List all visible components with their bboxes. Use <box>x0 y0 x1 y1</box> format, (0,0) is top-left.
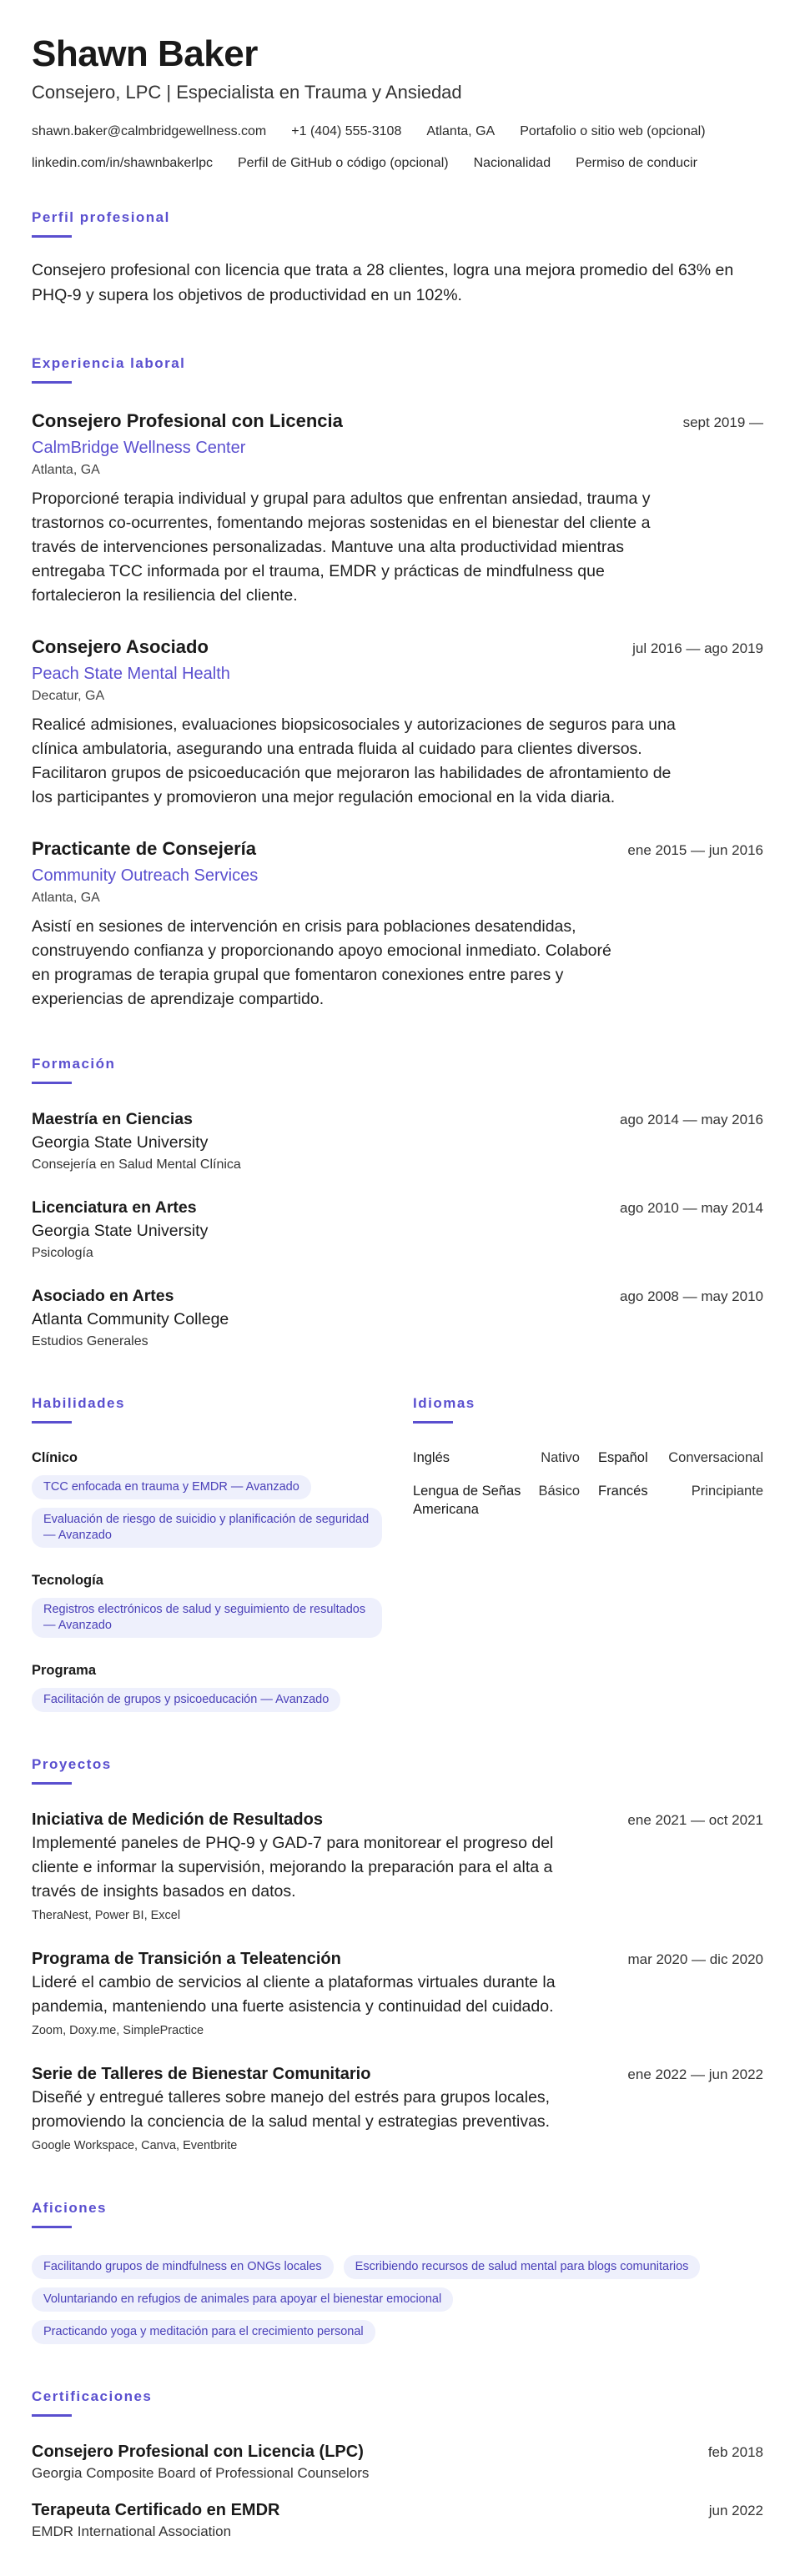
education-school: Georgia State University <box>32 1222 209 1240</box>
job-company: Community Outreach Services <box>32 866 259 885</box>
contact-location: Atlanta, GA <box>426 124 496 138</box>
project-date: mar 2020 — dic 2020 <box>627 1951 763 1967</box>
language-level: Básico <box>538 1484 580 1499</box>
profile-summary: Consejero profesional con licencia que trata a 28 clientes, logra una mejora promedio del 63% en PHQ-9 y supera los objetivos de productividad en un 102%. <box>32 261 734 304</box>
job-date: ene 2015 — jun 2016 <box>627 842 763 858</box>
skill-category: Tecnología <box>32 1573 103 1588</box>
skill-category: Programa <box>32 1663 97 1678</box>
section-divider <box>32 2414 72 2417</box>
skill-chip: Facilitación de grupos y psicoeducación — Avanzado <box>32 1688 340 1712</box>
hobbies-section <box>32 2199 763 2344</box>
education-entry <box>32 1284 763 1353</box>
job-description: Realicé admisiones, evaluaciones biopsicosociales y autorizaciones de seguros para una clínica ambulatoria, asegurando una entrada fluida al cuidado para clientes diversos. Facilitaron grupos de psicoeducación que mejoraron las habilidades de afrontamiento de los participantes y promovieron una mejor regulación emocional en la vida diaria. <box>32 716 676 806</box>
certification-name: Terapeuta Certificado en EMDR <box>32 2501 280 2519</box>
certification-entry <box>32 2498 763 2542</box>
language-name: Español <box>598 1450 648 1465</box>
skill-chip: TCC enfocada en trauma y EMDR — Avanzado <box>32 1475 311 1499</box>
section-divider <box>32 1082 72 1084</box>
job-description: Proporcioné terapia individual y grupal para adultos que enfrentan ansiedad, trauma y trastornos co-ocurrentes, fomentando mejoras sostenidas en el bienestar del cliente a través de intervenciones personalizadas. Mantuve una alta productividad mientras entregaba TCC informada por el trauma, EMDR y prácticas de mindfulness que fortalecieron la resiliencia del cliente. <box>32 490 651 605</box>
education-entry <box>32 1107 763 1176</box>
education-degree: Licenciatura en Artes <box>32 1198 197 1217</box>
hobby-chip: Voluntariando en refugios de animales para apoyar el bienestar emocional <box>32 2287 453 2312</box>
job-location: Atlanta, GA <box>32 463 100 477</box>
language-name: Inglés <box>413 1450 450 1465</box>
certification-date: jun 2022 <box>708 2503 763 2518</box>
project-title: Iniciativa de Medición de Resultados <box>32 1810 323 1829</box>
project-tech: Google Workspace, Canva, Eventbrite <box>32 2139 238 2152</box>
skill-chip: Registros electrónicos de salud y seguimiento de resultados — Avanzado <box>32 1598 382 1638</box>
hobby-chip: Escribiendo recursos de salud mental para blogs comunitarios <box>344 2255 701 2279</box>
language-row <box>413 1449 763 1467</box>
project-tech: TheraNest, Power BI, Excel <box>32 1909 181 1922</box>
language-level: Nativo <box>541 1450 580 1465</box>
hobby-chip: Facilitando grupos de mindfulness en ONGs locales <box>32 2255 334 2279</box>
project-title: Serie de Talleres de Bienestar Comunitario <box>32 2065 371 2083</box>
skill-category: Clínico <box>32 1450 78 1465</box>
education-field: Consejería en Salud Mental Clínica <box>32 1157 241 1172</box>
education-date: ago 2010 — may 2014 <box>619 1200 763 1216</box>
section-divider <box>413 1421 453 1424</box>
project-entry <box>32 1947 763 2041</box>
contact-phone[interactable]: +1 (404) 555-3108 <box>291 124 402 138</box>
education-school: Atlanta Community College <box>32 1310 229 1328</box>
candidate-title: Consejero, LPC | Especialista en Trauma y Ansiedad <box>32 82 462 103</box>
job-company: Peach State Mental Health <box>32 665 230 683</box>
job-description: Asistí en sesiones de intervención en crisis para poblaciones desatendidas, construyendo confianza y proporcionando apoyo emocional inmediato. Colaboré en programas de terapia grupal que fomentaron conexiones entre pares y experiencias de aprendizaje compartido. <box>32 917 611 1008</box>
job-date: sept 2019 — <box>682 414 763 430</box>
experience-section <box>32 354 763 1012</box>
candidate-name: Shawn Baker <box>32 33 258 74</box>
section-divider <box>32 1421 72 1424</box>
contact-portfolio[interactable]: Portafolio o sitio web (opcional) <box>520 124 706 138</box>
certification-entry <box>32 2440 763 2483</box>
project-entry <box>32 2062 763 2156</box>
project-title: Programa de Transición a Teleatención <box>32 1950 341 1968</box>
education-degree: Maestría en Ciencias <box>32 1110 193 1128</box>
contact-email[interactable]: shawn.baker@calmbridgewellness.com <box>32 124 267 138</box>
project-description: Diseñé y entregué talleres sobre manejo del estrés para grupos locales, promoviendo la conciencia de la salud mental y estrategias preventivas. <box>32 2088 551 2131</box>
project-entry <box>32 1808 763 1926</box>
profile-section <box>32 208 763 308</box>
education-field: Psicología <box>32 1246 93 1260</box>
section-title-languages: Idiomas <box>413 1395 475 1411</box>
section-title-experience: Experiencia laboral <box>32 355 186 371</box>
education-school: Georgia State University <box>32 1133 209 1152</box>
job-entry <box>32 635 763 810</box>
job-title: Consejero Profesional con Licencia <box>32 410 343 431</box>
section-title-profile: Perfil profesional <box>32 209 170 225</box>
job-title: Consejero Asociado <box>32 636 209 657</box>
contact-github[interactable]: Perfil de GitHub o código (opcional) <box>238 156 449 170</box>
section-title-hobbies: Aficiones <box>32 2200 108 2216</box>
job-title: Practicante de Consejería <box>32 838 257 859</box>
certification-issuer: EMDR International Association <box>32 2523 232 2539</box>
hobby-chip: Practicando yoga y meditación para el crecimiento personal <box>32 2320 375 2344</box>
hobby-list <box>32 2247 763 2344</box>
certifications-section <box>32 2388 763 2542</box>
skills-languages-row <box>32 1394 763 1712</box>
education-date: ago 2008 — may 2010 <box>619 1288 763 1304</box>
language-name: Francés <box>598 1484 648 1499</box>
job-date: jul 2016 — ago 2019 <box>632 640 763 656</box>
job-company: CalmBridge Wellness Center <box>32 439 246 457</box>
section-title-education: Formación <box>32 1056 116 1072</box>
language-name: Lengua de Señas Americana <box>413 1484 521 1517</box>
education-entry <box>32 1196 763 1264</box>
job-location: Decatur, GA <box>32 689 105 703</box>
project-description: Implementé paneles de PHQ-9 y GAD-7 para monitorear el progreso del cliente e informar la supervisión, mejorando la preparación para el alta a través de insights basados en datos. <box>32 1834 554 1901</box>
job-entry <box>32 836 763 1012</box>
section-title-projects: Proyectos <box>32 1756 112 1772</box>
language-row <box>413 1482 763 1519</box>
job-location: Atlanta, GA <box>32 891 100 905</box>
education-date: ago 2014 — may 2016 <box>619 1112 763 1127</box>
section-divider <box>32 235 72 238</box>
language-level: Principiante <box>691 1484 763 1499</box>
section-title-certifications: Certificaciones <box>32 2388 153 2404</box>
certification-date: feb 2018 <box>707 2444 763 2460</box>
section-divider <box>32 2226 72 2228</box>
project-tech: Zoom, Doxy.me, SimplePractice <box>32 2024 204 2037</box>
project-date: ene 2021 — oct 2021 <box>627 1812 763 1828</box>
contact-nationality: Nacionalidad <box>473 156 551 170</box>
job-entry <box>32 409 763 608</box>
language-level: Conversacional <box>668 1450 763 1465</box>
languages-section <box>413 1394 763 1712</box>
project-description: Lideré el cambio de servicios al cliente a plataformas virtuales durante la pandemia, manteniendo una fuerte asistencia y continuidad del cuidado. <box>32 1973 556 2016</box>
skills-section <box>32 1394 392 1712</box>
certification-issuer: Georgia Composite Board of Professional Counselors <box>32 2465 370 2481</box>
skill-chip: Evaluación de riesgo de suicidio y planificación de seguridad — Avanzado <box>32 1508 382 1548</box>
contact-list <box>32 123 763 172</box>
contact-linkedin[interactable]: linkedin.com/in/shawnbakerlpc <box>32 156 213 170</box>
education-section <box>32 1055 763 1353</box>
section-divider <box>32 381 72 384</box>
certification-name: Consejero Profesional con Licencia (LPC) <box>32 2443 364 2461</box>
education-degree: Asociado en Artes <box>32 1287 174 1305</box>
contact-driving-license: Permiso de conducir <box>576 156 697 170</box>
projects-section <box>32 1755 763 2156</box>
project-date: ene 2022 — jun 2022 <box>627 2066 763 2082</box>
section-divider <box>32 1782 72 1785</box>
education-field: Estudios Generales <box>32 1334 148 1348</box>
section-title-skills: Habilidades <box>32 1395 125 1411</box>
